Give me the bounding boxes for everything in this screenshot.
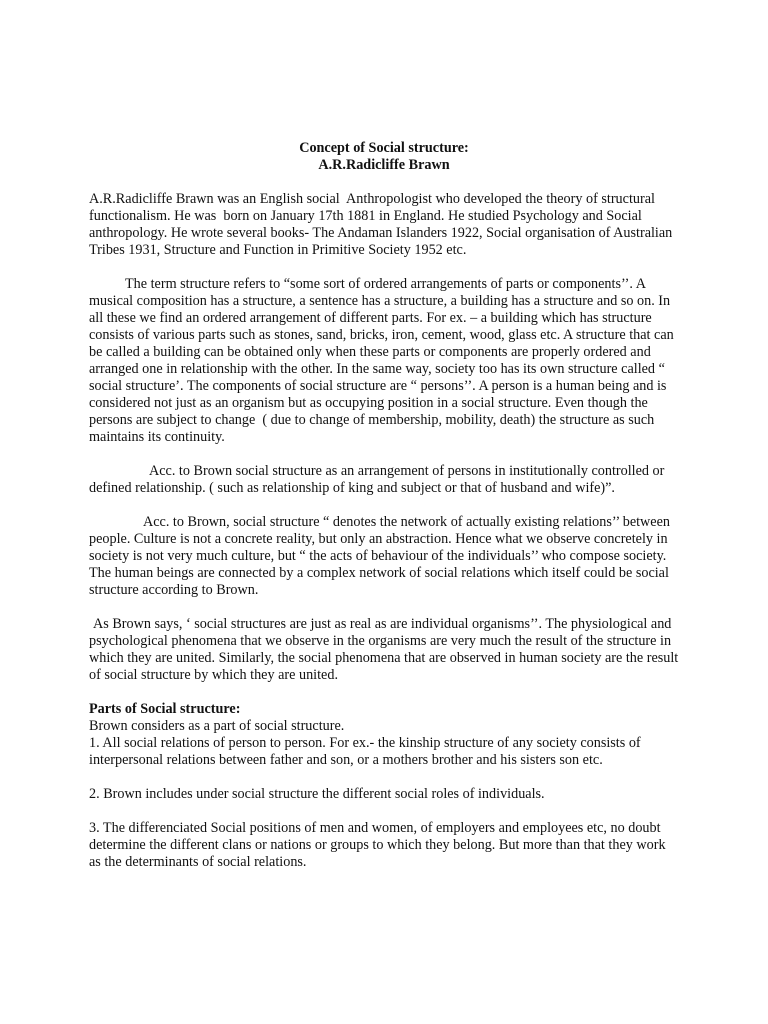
document-title — [89, 140, 679, 174]
paragraph-intro: A.R.Radicliffe Brawn was an English social Anthropologist who developed the theory of structural functionalism. He was born on January 17th 1881 in England. He studied Psychology and Social anthropology. He wrote several books- The Andaman Islanders 1922, Social organisation of Australian Tribes 1931, Structure and Function in Primitive Society 1952 etc. — [89, 191, 676, 258]
paragraph-structure-definition: The term structure refers to “some sort of ordered arrangements of parts or components’’. A musical composition has a structure, a sentence has a structure, a building has a structure and so on. In all these we find an ordered arrangement of different parts. For ex. – a building which has structure consists of various parts such as stones, sand, bricks, iron, cement, wood, glass etc. A structure that can be called a building can be obtained only when these parts or components are properly ordered and arranged one in relationship with the other. In the same way, society too has its own structure called “ social structure’. The components of social structure are “ persons’’. A person is a human being and is considered not just as an organism but as occupying position in a social structure. Even though the persons are subject to change ( due to change of membership, mobility, death) the structure as such maintains its continuity. — [89, 276, 678, 445]
parts-intro: Brown considers as a part of social structure. — [89, 718, 345, 734]
parts-heading: Parts of Social structure: — [89, 701, 241, 717]
title-line-1: Concept of Social structure: — [299, 140, 469, 156]
document-page — [89, 140, 682, 888]
paragraph-network: Acc. to Brown, social structure “ denotes the network of actually existing relations’’ between people. Culture is not a concrete reality, but only an abstraction. Hence what we observe concretely in society is not very much culture, but “ the acts of behaviour of the individuals’’ who compose society. The human beings are connected by a complex network of social relations which itself could be social structure according to Brown. — [89, 514, 674, 598]
paragraph-real-as-organisms: As Brown says, ‘ social structures are just as real as are individual organisms’’. The physiological and psychological phenomena that we observe in the organisms are very much the result of the structure in which they are united. Similarly, the social phenomena that are observed in human society are the result of social structure by which they are united. — [89, 616, 682, 683]
parts-item-2: 2. Brown includes under social structure the different social roles of individuals. — [89, 786, 545, 802]
paragraph-arrangement: Acc. to Brown social structure as an arrangement of persons in institutionally controlled or defined relationship. ( such as relationship of king and subject or that of husband and wife)”. — [89, 463, 668, 496]
parts-section — [89, 701, 679, 871]
parts-item-1: 1. All social relations of person to person. For ex.- the kinship structure of any society consists of interpersonal relations between father and son, or a mothers brother and his sisters son etc. — [89, 735, 645, 768]
parts-item-3: 3. The differenciated Social positions of men and women, of employers and employees etc, no doubt determine the different clans or nations or groups to which they belong. But more than that they work as the determinants of social relations. — [89, 820, 670, 870]
title-line-2: A.R.Radicliffe Brawn — [318, 157, 450, 173]
